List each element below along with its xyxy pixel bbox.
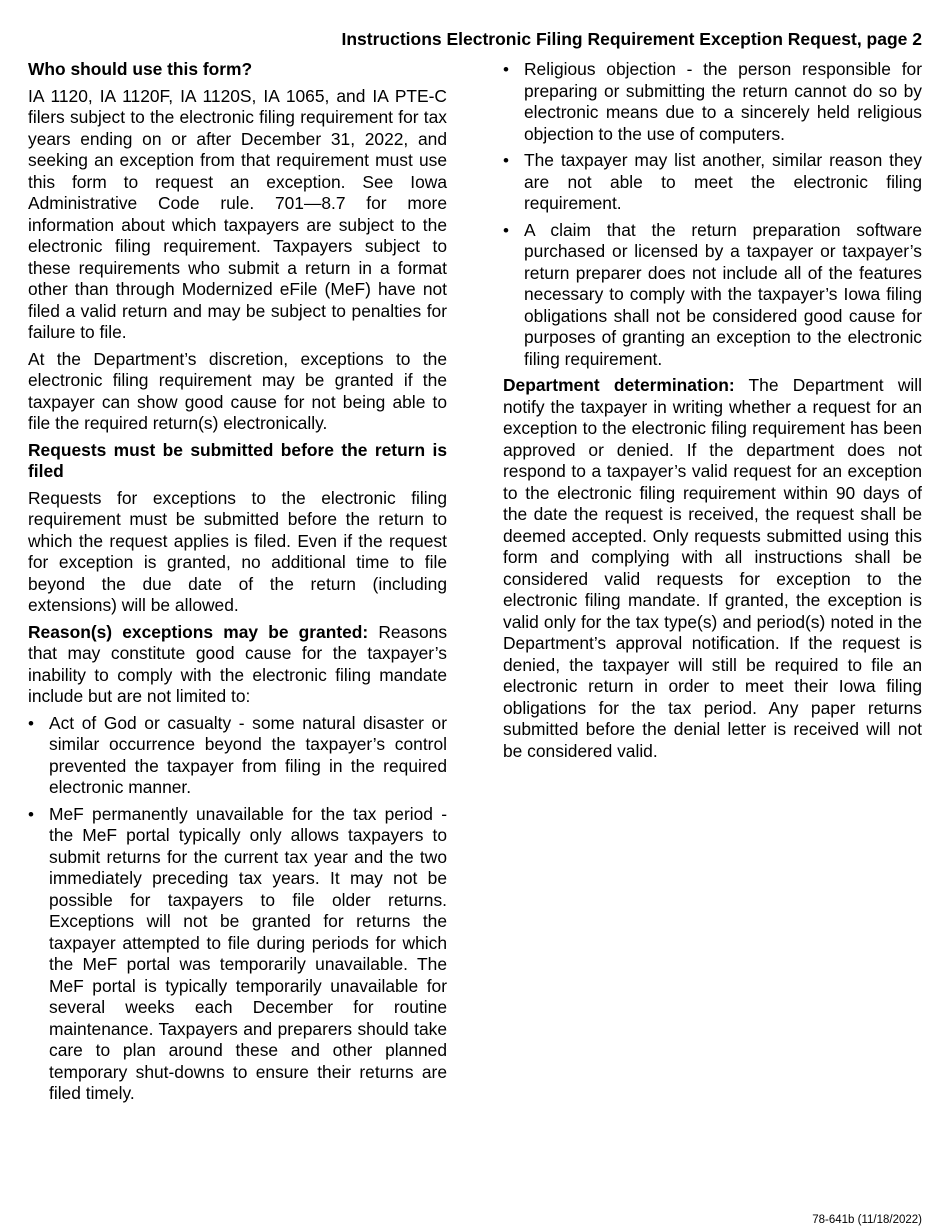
similar-reason-item: The taxpayer may list another, similar reason they are not able to meet the electronic filing requirement. (524, 150, 922, 213)
reasons-list-left (28, 713, 447, 1105)
discretion-paragraph: At the Department’s discretion, exceptions to the electronic filing requirement may be granted if the taxpayer can show good cause for not being able to file the required return(s) electronically. (28, 348, 447, 433)
act-of-god-item: Act of God or casualty - some natural disaster or similar occurrence beyond the taxpayer’s control prevented the taxpayer from filing in the required electronic manner. (49, 712, 447, 797)
reasons-list-right (503, 59, 922, 370)
determination-label: Department determination: (503, 375, 735, 395)
left-column (28, 59, 447, 1110)
list-item (28, 713, 447, 799)
determination-paragraph (503, 375, 922, 762)
religious-objection-item: Religious objection - the person responsible for preparing or submitting the return cannot do so by electronic means due to a sincerely held religious objection to the use of computers. (524, 59, 922, 144)
right-column (503, 59, 922, 767)
requests-heading: Requests must be submitted before the return is filed (28, 439, 447, 481)
reasons-paragraph (28, 622, 447, 708)
list-item (28, 804, 447, 1105)
bullet-icon: • (503, 60, 509, 79)
bullet-icon: • (28, 804, 34, 824)
reasons-label: Reason(s) exceptions may be granted: (28, 621, 369, 642)
bullet-icon: • (503, 151, 509, 170)
list-item (503, 220, 922, 371)
list-item (503, 150, 922, 215)
page-title: Instructions Electronic Filing Requirement Exception Request, page 2 (341, 29, 922, 49)
bullet-icon: • (503, 220, 509, 240)
determination-text: The Department will notify the taxpayer in writing whether a request for an exception to the electronic filing requirement has been approved or denied. If the department does not respond to a taxpayer’s valid request for an exception to the electronic filing requirement within 90 days of the date the request is received, the request shall be deemed accepted. Only requests submitted using this form and complying with all instructions shall be considered valid requests for exception to the electronic filing mandate. If granted, the exception is valid only for the tax type(s) and period(s) noted in the Department’s approval notification. If the request is denied, the taxpayer will still be required to file an electronic return in order to meet their Iowa filing obligations for the tax period. Any paper returns submitted before the denial letter is received will not be considered valid. (503, 375, 922, 761)
reasons-text: Reasons that may constitute good cause for the taxpayer’s inability to comply with the electronic filing mandate include but are not limited to: (28, 621, 448, 706)
list-item (503, 59, 922, 145)
who-should-use-heading: Who should use this form? (28, 59, 253, 79)
requests-paragraph: Requests for exceptions to the electronic filing requirement must be submitted before the return to which the request applies is filed. Even if the request for exception is granted, no additional time to file beyond the due date of the return (including extensions) will be allowed. (28, 487, 447, 615)
bullet-icon: • (28, 713, 34, 733)
software-claim-item: A claim that the return preparation software purchased or licensed by a taxpayer or taxpayer’s return preparer does not include all of the features necessary to comply with the taxpayer’s Iowa filing obligations shall not be considered good cause for purposes of granting an exception to the electronic filing requirement. (524, 219, 922, 369)
mef-unavailable-item: MeF permanently unavailable for the tax period - the MeF portal typically only allows taxpayers to submit returns for the current tax year and the two immediately preceding tax years. It may not be possible for taxpayers to file older returns. Exceptions will not be granted for returns the taxpayer attempted to file during periods for which the MeF portal was temporarily unavailable. The MeF portal is typically temporarily unavailable for several weeks each December for routine maintenance. Taxpayers and preparers should take care to plan around these and other planned temporary shut-downs to ensure their returns are filed timely. (49, 803, 447, 1103)
form-code: 78-641b (11/18/2022) (812, 1214, 922, 1226)
who-should-use-paragraph: IA 1120, IA 1120F, IA 1120S, IA 1065, and IA PTE-C filers subject to the electronic filing requirement for tax years ending on or after December 31, 2022, and seeking an exception from that requirement must use this form to request an exception. See Iowa Administrative Code rule. 701—8.7 for more information about which taxpayers are subject to the electronic filing requirement. Taxpayers subject to these requirements who submit a return in a format other than through Modernized eFile (MeF) have not filed a valid return and may be subject to penalties for failure to file. (28, 85, 447, 342)
